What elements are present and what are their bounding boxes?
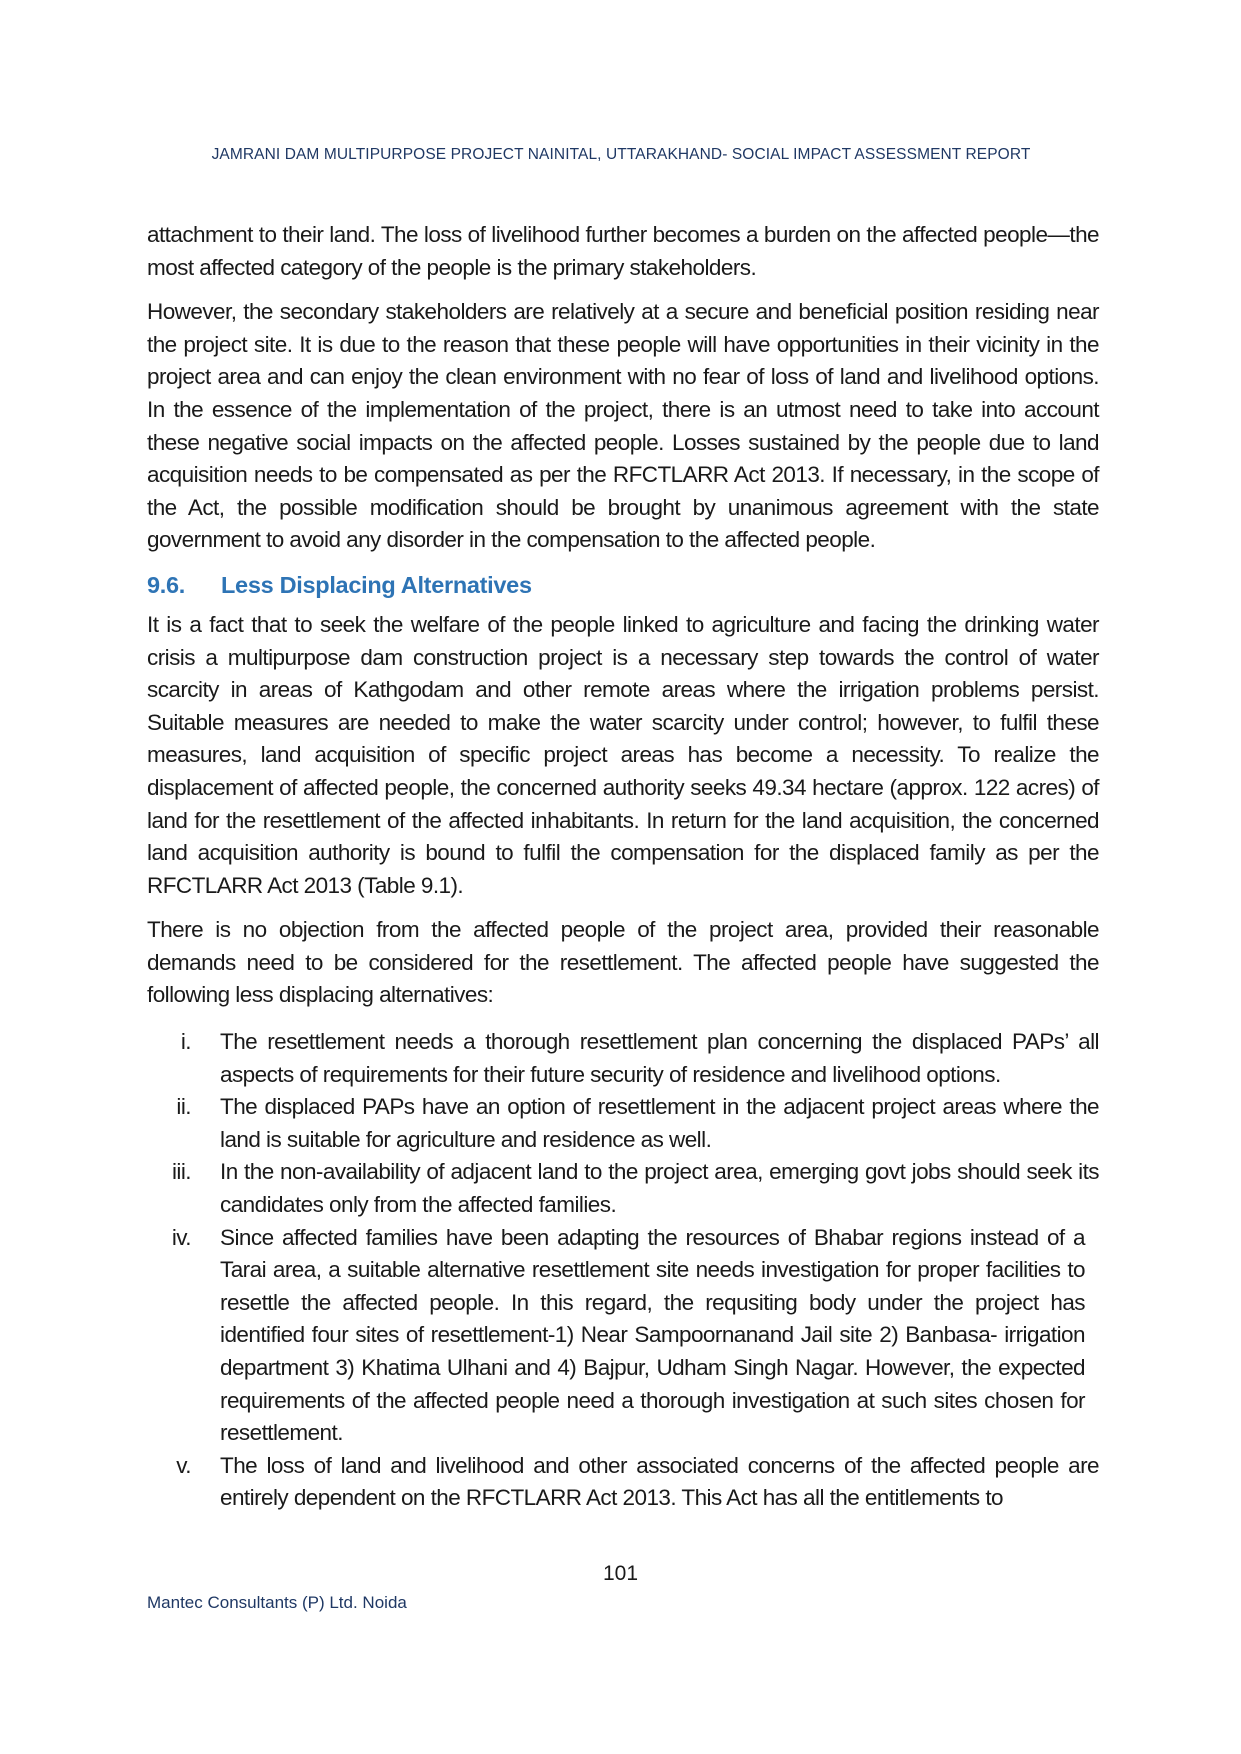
list-item-text: In the non-availability of adjacent land to the project area, emerging govt jobs should seek its candidates only from the affected families.	[220, 1159, 1099, 1218]
list-marker: iii.	[171, 1159, 191, 1185]
list-item	[147, 1091, 1099, 1156]
list-marker: iv.	[171, 1224, 191, 1250]
body-paragraph: It is a fact that to seek the welfare of the people linked to agriculture and facing the drinking water crisis a multipurpose dam construction project is a necessary step towards the control of water scarcity in areas of Kathgodam and other remote areas where the irrigation problems persist. Suitable measures are needed to make the water scarcity under control; however, to fulfil these measures, land acquisition of specific project areas has become a necessity. To realize the displacement of affected people, the concerned authority seeks 49.34 hectare (approx. 122 acres) of land for the resettlement of the affected inhabitants. In return for the land acquisition, the concerned land acquisition authority is bound to fulfil the compensation for the displaced family as per the RFCTLARR Act 2013 (Table 9.1).	[147, 611, 1099, 898]
list-item	[147, 1156, 1099, 1221]
body-paragraph: attachment to their land. The loss of livelihood further becomes a burden on the affected people—the most affected category of the people is the primary stakeholders.	[147, 222, 1099, 280]
list-marker: ii.	[176, 1094, 191, 1120]
section-heading	[147, 569, 1099, 601]
page-number-text: 101	[602, 1562, 639, 1585]
section-title: Less Displacing Alternatives	[221, 571, 532, 598]
page-content	[147, 219, 1099, 1515]
running-header: JAMRANI DAM MULTIPURPOSE PROJECT NAINITAL, UTTARAKHAND- SOCIAL IMPACT ASSESSMENT REPORT	[211, 146, 1031, 163]
page-number	[0, 1562, 1241, 1586]
list-marker: v.	[176, 1452, 191, 1478]
alternatives-list	[147, 1026, 1099, 1515]
list-item	[147, 1026, 1099, 1091]
list-item	[147, 1450, 1099, 1515]
body-paragraph: However, the secondary stakeholders are relatively at a secure and beneficial position residing near the project site. It is due to the reason that these people will have opportunities in their vicinity in the project area and can enjoy the clean environment with no fear of loss of land and livelihood options. In the essence of the implementation of the project, there is an utmost need to take into account these negative social impacts on the affected people. Losses sustained by the people due to land acquisition needs to be compensated as per the RFCTLARR Act 2013. If necessary, in the scope of the Act, the possible modification should be brought by unanimous agreement with the state government to avoid any disorder in the compensation to the affected people.	[147, 299, 1099, 553]
list-item	[147, 1222, 1099, 1450]
list-item-text: The resettlement needs a thorough resettlement plan concerning the displaced PAPs’ all aspects of requirements for their future security of residence and livelihood options.	[220, 1029, 1099, 1087]
list-marker: i.	[180, 1029, 191, 1055]
body-paragraph: There is no objection from the affected people of the project area, provided their reasonable demands need to be considered for the resettlement. The affected people have suggested the following less displacing alternatives:	[147, 917, 1099, 1008]
list-item-text: The displaced PAPs have an option of resettlement in the adjacent project areas where the land is suitable for agriculture and residence as well.	[220, 1094, 1099, 1152]
list-item-text: Since affected families have been adapting the resources of Bhabar regions instead of a Tarai area, a suitable alternative resettlement site needs investigation for proper facilities to resettle the affected people. In this regard, the requsiting body under the project has identified four sites of resettlement-1) Near Sampoornanand Jail site 2) Banbasa- irrigation department 3) Khatima Ulhani and 4) Bajpur, Udham Singh Nagar. However, the expected requirements of the affected people need a thorough investigation at such sites chosen for resettlement.	[220, 1224, 1085, 1446]
section-number: 9.6.	[147, 571, 185, 598]
footer-company: Mantec Consultants (P) Ltd. Noida	[147, 1593, 407, 1612]
list-item-text: The loss of land and livelihood and other associated concerns of the affected people are entirely dependent on the RFCTLARR Act 2013. This Act has all the entitlements to	[220, 1452, 1099, 1511]
